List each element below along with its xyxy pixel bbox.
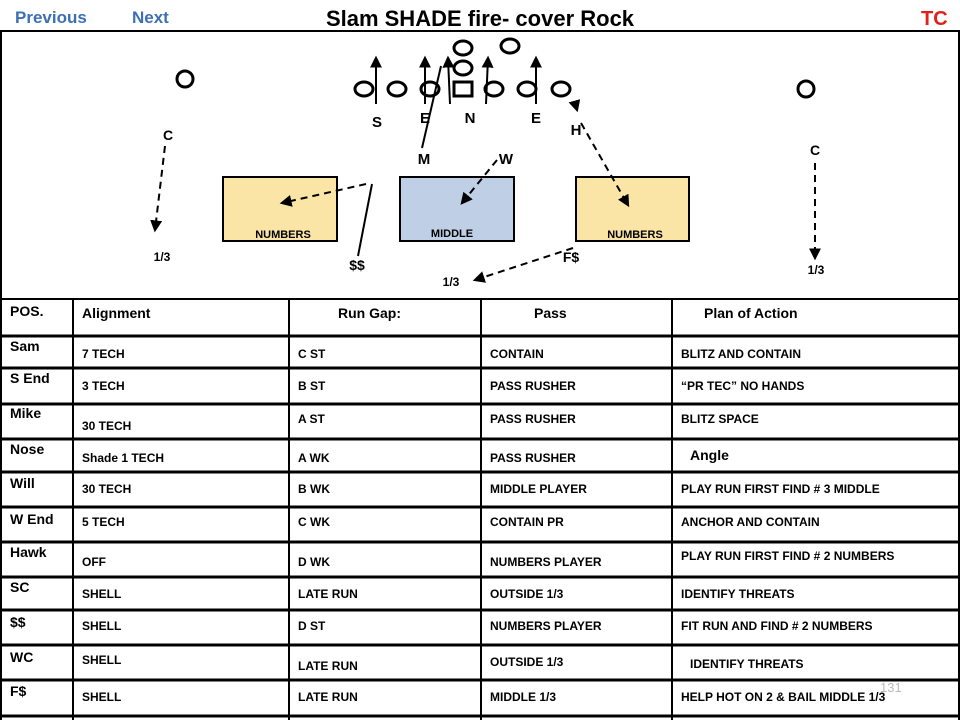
row-pass: NUMBERS PLAYER — [490, 555, 602, 569]
offense-player — [177, 71, 193, 87]
third-label-left: 1/3 — [153, 250, 171, 264]
label-n: N — [464, 110, 476, 127]
row-alignment: Shade 1 TECH — [82, 451, 165, 465]
offense-player — [454, 41, 472, 55]
offense-player — [454, 61, 472, 75]
row-position: Nose — [10, 441, 45, 457]
row-alignment: 3 TECH — [82, 379, 125, 393]
header-pass: Pass — [534, 305, 567, 321]
third-labels — [154, 250, 825, 289]
label-s: S — [371, 114, 383, 131]
row-plan: PLAY RUN FIRST FIND # 2 NUMBERS — [681, 549, 895, 563]
row-alignment: SHELL — [82, 587, 122, 601]
row-position: Sam — [10, 338, 40, 354]
table-grid — [0, 300, 960, 720]
row-plan: FIT RUN AND FIND # 2 NUMBERS — [681, 619, 873, 633]
header-run-gap: Run Gap: — [338, 305, 401, 321]
row-pass: NUMBERS PLAYER — [490, 619, 602, 633]
page-title: Slam SHADE fire- cover Rock — [325, 6, 635, 31]
rush-arrow — [448, 58, 450, 104]
row-run-gap: C WK — [298, 515, 330, 529]
zone-left-label: NUMBERS — [255, 229, 311, 241]
row-alignment: OFF — [82, 555, 106, 569]
third-label-right: 1/3 — [807, 263, 825, 277]
row-run-gap: C ST — [298, 347, 326, 361]
row-alignment: 30 TECH — [82, 482, 132, 496]
row-position: S End — [10, 370, 50, 386]
label-e-left: E — [419, 110, 431, 127]
header-alignment: Alignment — [82, 305, 151, 321]
row-alignment: SHELL — [82, 653, 122, 667]
row-plan: “PR TEC” NO HANDS — [681, 379, 805, 393]
row-plan: HELP HOT ON 2 & BAIL MIDDLE 1/3 — [681, 690, 886, 704]
row-position: Mike — [10, 405, 42, 421]
row-plan: IDENTIFY THREATS — [681, 587, 795, 601]
previous-link[interactable]: Previous — [15, 8, 87, 27]
offense-player — [518, 82, 536, 96]
row-pass: OUTSIDE 1/3 — [490, 655, 564, 669]
row-pass: PASS RUSHER — [490, 412, 576, 426]
row-alignment: SHELL — [82, 619, 122, 633]
zone-right-label: NUMBERS — [607, 229, 663, 241]
label-c-right: C — [809, 142, 821, 158]
row-alignment: SHELL — [82, 690, 122, 704]
offense-player — [388, 82, 406, 96]
label-m: M — [417, 151, 431, 168]
row-run-gap: B ST — [298, 379, 326, 393]
coverage-arrow-c-left — [155, 146, 165, 230]
label-w: W — [498, 151, 514, 168]
row-alignment: 7 TECH — [82, 347, 125, 361]
row-run-gap: B WK — [298, 482, 330, 496]
row-position: WC — [10, 649, 34, 665]
row-position: SC — [10, 579, 30, 595]
h-arrow-tip — [575, 103, 577, 110]
row-plan: BLITZ SPACE — [681, 412, 759, 426]
offense-formation — [177, 39, 814, 97]
row-pass: PASS RUSHER — [490, 451, 576, 465]
row-plan: BLITZ AND CONTAIN — [681, 347, 801, 361]
row-pass: OUTSIDE 1/3 — [490, 587, 564, 601]
row-alignment: 5 TECH — [82, 515, 125, 529]
row-position: F$ — [10, 683, 27, 699]
row-position: W End — [10, 511, 54, 527]
row-run-gap: A ST — [298, 412, 325, 426]
zone-middle-label: MIDDLE — [430, 228, 474, 240]
label-ss: $$ — [349, 257, 365, 273]
row-alignment: 30 TECH — [82, 419, 132, 433]
offense-player — [501, 39, 519, 53]
header-pos: POS. — [10, 303, 44, 319]
row-run-gap: D WK — [298, 555, 330, 569]
offense-player — [798, 81, 814, 97]
row-plan: Angle — [690, 447, 729, 463]
table-lines — [1, 300, 959, 720]
page-number: 131 — [880, 680, 902, 695]
row-run-gap: D ST — [298, 619, 326, 633]
label-e-right: E — [530, 110, 542, 127]
next-link[interactable]: Next — [132, 8, 169, 27]
header-plan: Plan of Action — [704, 305, 798, 321]
row-position: Hawk — [10, 544, 47, 560]
row-pass: CONTAIN PR — [490, 515, 564, 529]
center-square — [454, 82, 472, 96]
row-run-gap: LATE RUN — [298, 587, 358, 601]
label-h: H — [570, 122, 582, 139]
offense-player — [355, 82, 373, 96]
row-pass: MIDDLE PLAYER — [490, 482, 587, 496]
row-plan: PLAY RUN FIRST FIND # 3 MIDDLE — [681, 482, 880, 496]
row-pass: PASS RUSHER — [490, 379, 576, 393]
rush-arrow — [486, 58, 488, 104]
coverage-arrow-fs — [475, 248, 573, 280]
row-run-gap: LATE RUN — [298, 690, 358, 704]
tc-tag: TC — [921, 8, 948, 30]
row-pass: CONTAIN — [490, 347, 544, 361]
row-plan: IDENTIFY THREATS — [690, 657, 804, 671]
label-fs: F$ — [562, 249, 580, 265]
row-run-gap: LATE RUN — [298, 659, 358, 673]
row-pass: MIDDLE 1/3 — [490, 690, 557, 704]
third-label-middle: 1/3 — [442, 275, 460, 289]
row-position: $$ — [10, 614, 26, 630]
ss-line — [358, 184, 372, 256]
label-c-left: C — [162, 127, 174, 143]
offense-player — [552, 82, 570, 96]
row-plan: ANCHOR AND CONTAIN — [681, 515, 820, 529]
play-diagram — [0, 30, 960, 300]
assignments-table — [0, 300, 960, 720]
row-position: Will — [10, 475, 35, 491]
row-run-gap: A WK — [298, 451, 330, 465]
